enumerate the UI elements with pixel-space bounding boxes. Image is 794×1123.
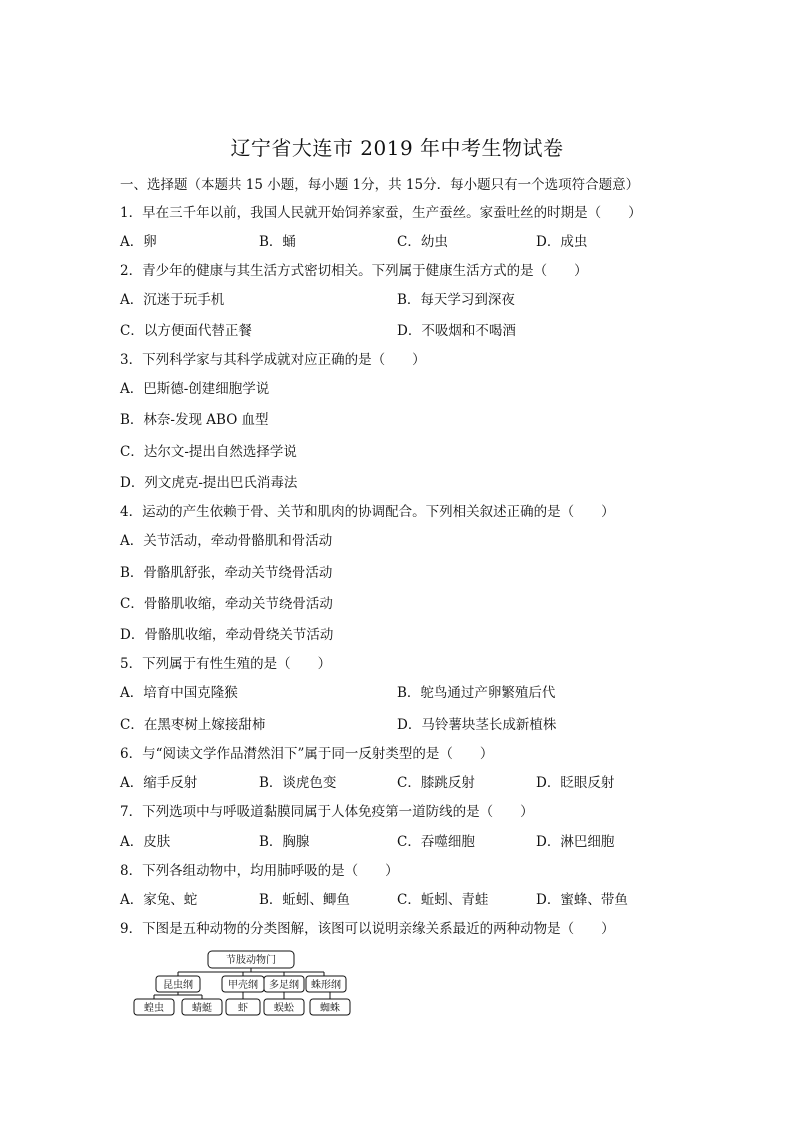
diagram-animal-label: 蜈蚣 xyxy=(274,1003,294,1014)
page-title: 辽宁省大连市 2019 年中考生物试卷 xyxy=(230,136,564,160)
question-5-stem: 5．下列属于有性生殖的是（ ） xyxy=(120,656,332,672)
question-6-stem: 6．与“阅读文学作品潸然泪下”属于同一反射类型的是（ ） xyxy=(120,746,494,762)
question-6-option-a: A．缩手反射 xyxy=(120,775,198,791)
question-2-option-d: D．不吸烟和不喝酒 xyxy=(397,323,516,339)
question-4-option-c: C．骨骼肌收缩，牵动关节绕骨活动 xyxy=(120,596,333,612)
question-8-option-a: A．家兔、蛇 xyxy=(120,892,198,908)
question-8-stem: 8．下列各组动物中，均用肺呼吸的是（ ） xyxy=(120,863,399,879)
question-9-stem: 9．下图是五种动物的分类图解，该图可以说明亲缘关系最近的两种动物是（ ） xyxy=(120,921,615,937)
question-2-option-a: A．沉迷于玩手机 xyxy=(120,292,225,308)
question-8-option-c: C．蚯蚓、青蛙 xyxy=(397,892,489,908)
question-7-option-b: B．胸腺 xyxy=(259,834,310,850)
question-1-option-c: C．幼虫 xyxy=(397,234,448,250)
classification-diagram xyxy=(130,948,360,1020)
question-5-option-c: C．在黑枣树上嫁接甜柿 xyxy=(120,717,266,733)
question-1-stem: 1．早在三千年以前，我国人民就开始饲养家蚕，生产蚕丝。家蚕吐丝的时期是（ ） xyxy=(120,205,642,221)
question-7-option-a: A．皮肤 xyxy=(120,834,171,850)
question-7-option-d: D．淋巴细胞 xyxy=(536,834,615,850)
question-3-option-a: A．巴斯德-创建细胞学说 xyxy=(120,381,270,397)
diagram-animal-label: 蝗虫 xyxy=(144,1003,164,1014)
question-6-option-b: B．谈虎色变 xyxy=(259,775,337,791)
question-7-option-c: C．吞噬细胞 xyxy=(397,834,475,850)
question-5-option-b: B．鸵鸟通过产卵繁殖后代 xyxy=(397,685,556,701)
question-1-option-d: D．成虫 xyxy=(536,234,588,250)
question-6-option-c: C．膝跳反射 xyxy=(397,775,475,791)
question-4-option-b: B．骨骼肌舒张，牵动关节绕骨活动 xyxy=(120,565,333,581)
question-3-option-c: C．达尔文-提出自然选择学说 xyxy=(120,444,297,460)
question-4-option-a: A．关节活动，牵动骨骼肌和骨活动 xyxy=(120,533,333,549)
question-1-option-b: B．蛹 xyxy=(259,234,296,250)
question-4-option-d: D．骨骼肌收缩，牵动骨绕关节活动 xyxy=(120,627,334,643)
question-8-option-d: D．蜜蜂、带鱼 xyxy=(536,892,628,908)
question-7-stem: 7．下列选项中与呼吸道黏膜同属于人体免疫第一道防线的是（ ） xyxy=(120,804,534,820)
diagram-class-label: 甲壳纲 xyxy=(228,980,258,991)
diagram-animal-label: 蜘蛛 xyxy=(320,1003,340,1014)
question-5-option-d: D．马铃薯块茎长成新植株 xyxy=(397,717,557,733)
question-3-option-d: D．列文虎克-提出巴氏消毒法 xyxy=(120,475,298,491)
diagram-animal-label: 虾 xyxy=(238,1003,248,1014)
question-5-option-a: A．培育中国克隆猴 xyxy=(120,685,238,701)
diagram-class-label: 昆虫纲 xyxy=(163,980,193,991)
section-heading: 一、选择题（本题共 15 小题，每小题 1分，共 15分．每小题只有一个选项符合题意） xyxy=(120,177,640,193)
question-2-option-c: C．以方便面代替正餐 xyxy=(120,323,252,339)
diagram-root-label: 节肢动物门 xyxy=(226,955,276,966)
question-1-option-a: A．卵 xyxy=(120,234,157,250)
diagram-class-label: 蛛形纲 xyxy=(311,980,341,991)
question-2-stem: 2．青少年的健康与其生活方式密切相关。下列属于健康生活方式的是（ ） xyxy=(120,263,588,279)
question-3-option-b: B．林奈-发现 ABO 血型 xyxy=(120,412,269,428)
diagram-animal-label: 蜻蜓 xyxy=(192,1003,212,1014)
question-2-option-b: B．每天学习到深夜 xyxy=(397,292,515,308)
question-3-stem: 3．下列科学家与其科学成就对应正确的是（ ） xyxy=(120,352,426,368)
question-6-option-d: D．眨眼反射 xyxy=(536,775,615,791)
diagram-class-label: 多足纲 xyxy=(269,980,299,991)
question-8-option-b: B．蚯蚓、鲫鱼 xyxy=(259,892,350,908)
question-4-stem: 4．运动的产生依赖于骨、关节和肌肉的协调配合。下列相关叙述正确的是（ ） xyxy=(120,504,615,520)
